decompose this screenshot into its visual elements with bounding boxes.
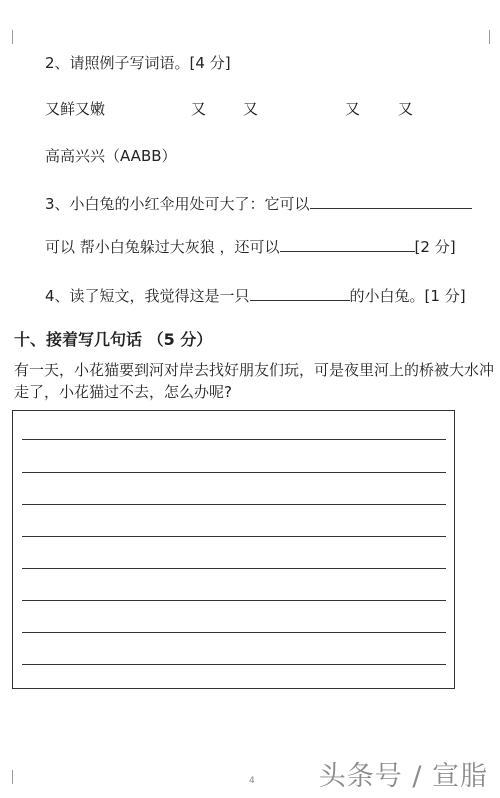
- q3-line1-text: 3、小白兔的小红伞用处可大了：它可以: [45, 195, 310, 213]
- writing-line[interactable]: [22, 439, 446, 440]
- writing-line[interactable]: [22, 600, 446, 601]
- q4-line: [45, 285, 466, 306]
- writing-line[interactable]: [22, 472, 446, 473]
- section10-title: 十、接着写几句话 （5 分）: [14, 330, 213, 349]
- writing-line[interactable]: [22, 664, 446, 665]
- q2-pattern-char-2: 又: [243, 100, 259, 118]
- page-number: 4: [249, 776, 255, 786]
- crop-mark-top-left-v: [12, 30, 13, 44]
- q3-score: [2 分]: [414, 238, 456, 256]
- q3-line2: [45, 236, 456, 257]
- q3-answer-blank-2[interactable]: [280, 236, 415, 252]
- writing-line[interactable]: [22, 632, 446, 633]
- writing-line[interactable]: [22, 568, 446, 569]
- q4-answer-blank[interactable]: [250, 285, 350, 301]
- q2-pattern-char-3: 又: [345, 100, 361, 118]
- section10-prompt-line1: 有一天，小花猫要到河对岸去找好朋友们玩，可是夜里河上的桥被大水冲: [14, 361, 495, 379]
- writing-box[interactable]: [12, 410, 455, 689]
- q4-text-a: 4、读了短文，我觉得这是一只: [45, 287, 250, 305]
- watermark: 头条号 / 宣脂: [318, 761, 488, 792]
- writing-line[interactable]: [22, 536, 446, 537]
- q2-pattern-char-4: 又: [398, 100, 414, 118]
- q2-pattern-char-1: 又: [191, 100, 207, 118]
- q3-line2-text: 可以 帮小白兔躲过大灰狼 ，还可以: [45, 238, 280, 256]
- crop-mark-top-right-v: [489, 30, 490, 44]
- q2-prompt: 2、请照例子写词语。[4 分]: [45, 54, 231, 72]
- crop-mark-bottom-left-v: [12, 770, 13, 784]
- q3-answer-blank-1[interactable]: [310, 193, 472, 209]
- q2-example2: 高高兴兴（AABB）: [45, 147, 177, 165]
- q4-text-b: 的小白兔。[1 分]: [349, 287, 466, 305]
- section10-prompt-line2: 走了，小花猫过不去，怎么办呢?: [14, 383, 232, 401]
- writing-line[interactable]: [22, 504, 446, 505]
- q3-line1: [45, 193, 472, 214]
- q2-example1: 又鲜又嫩: [45, 100, 106, 118]
